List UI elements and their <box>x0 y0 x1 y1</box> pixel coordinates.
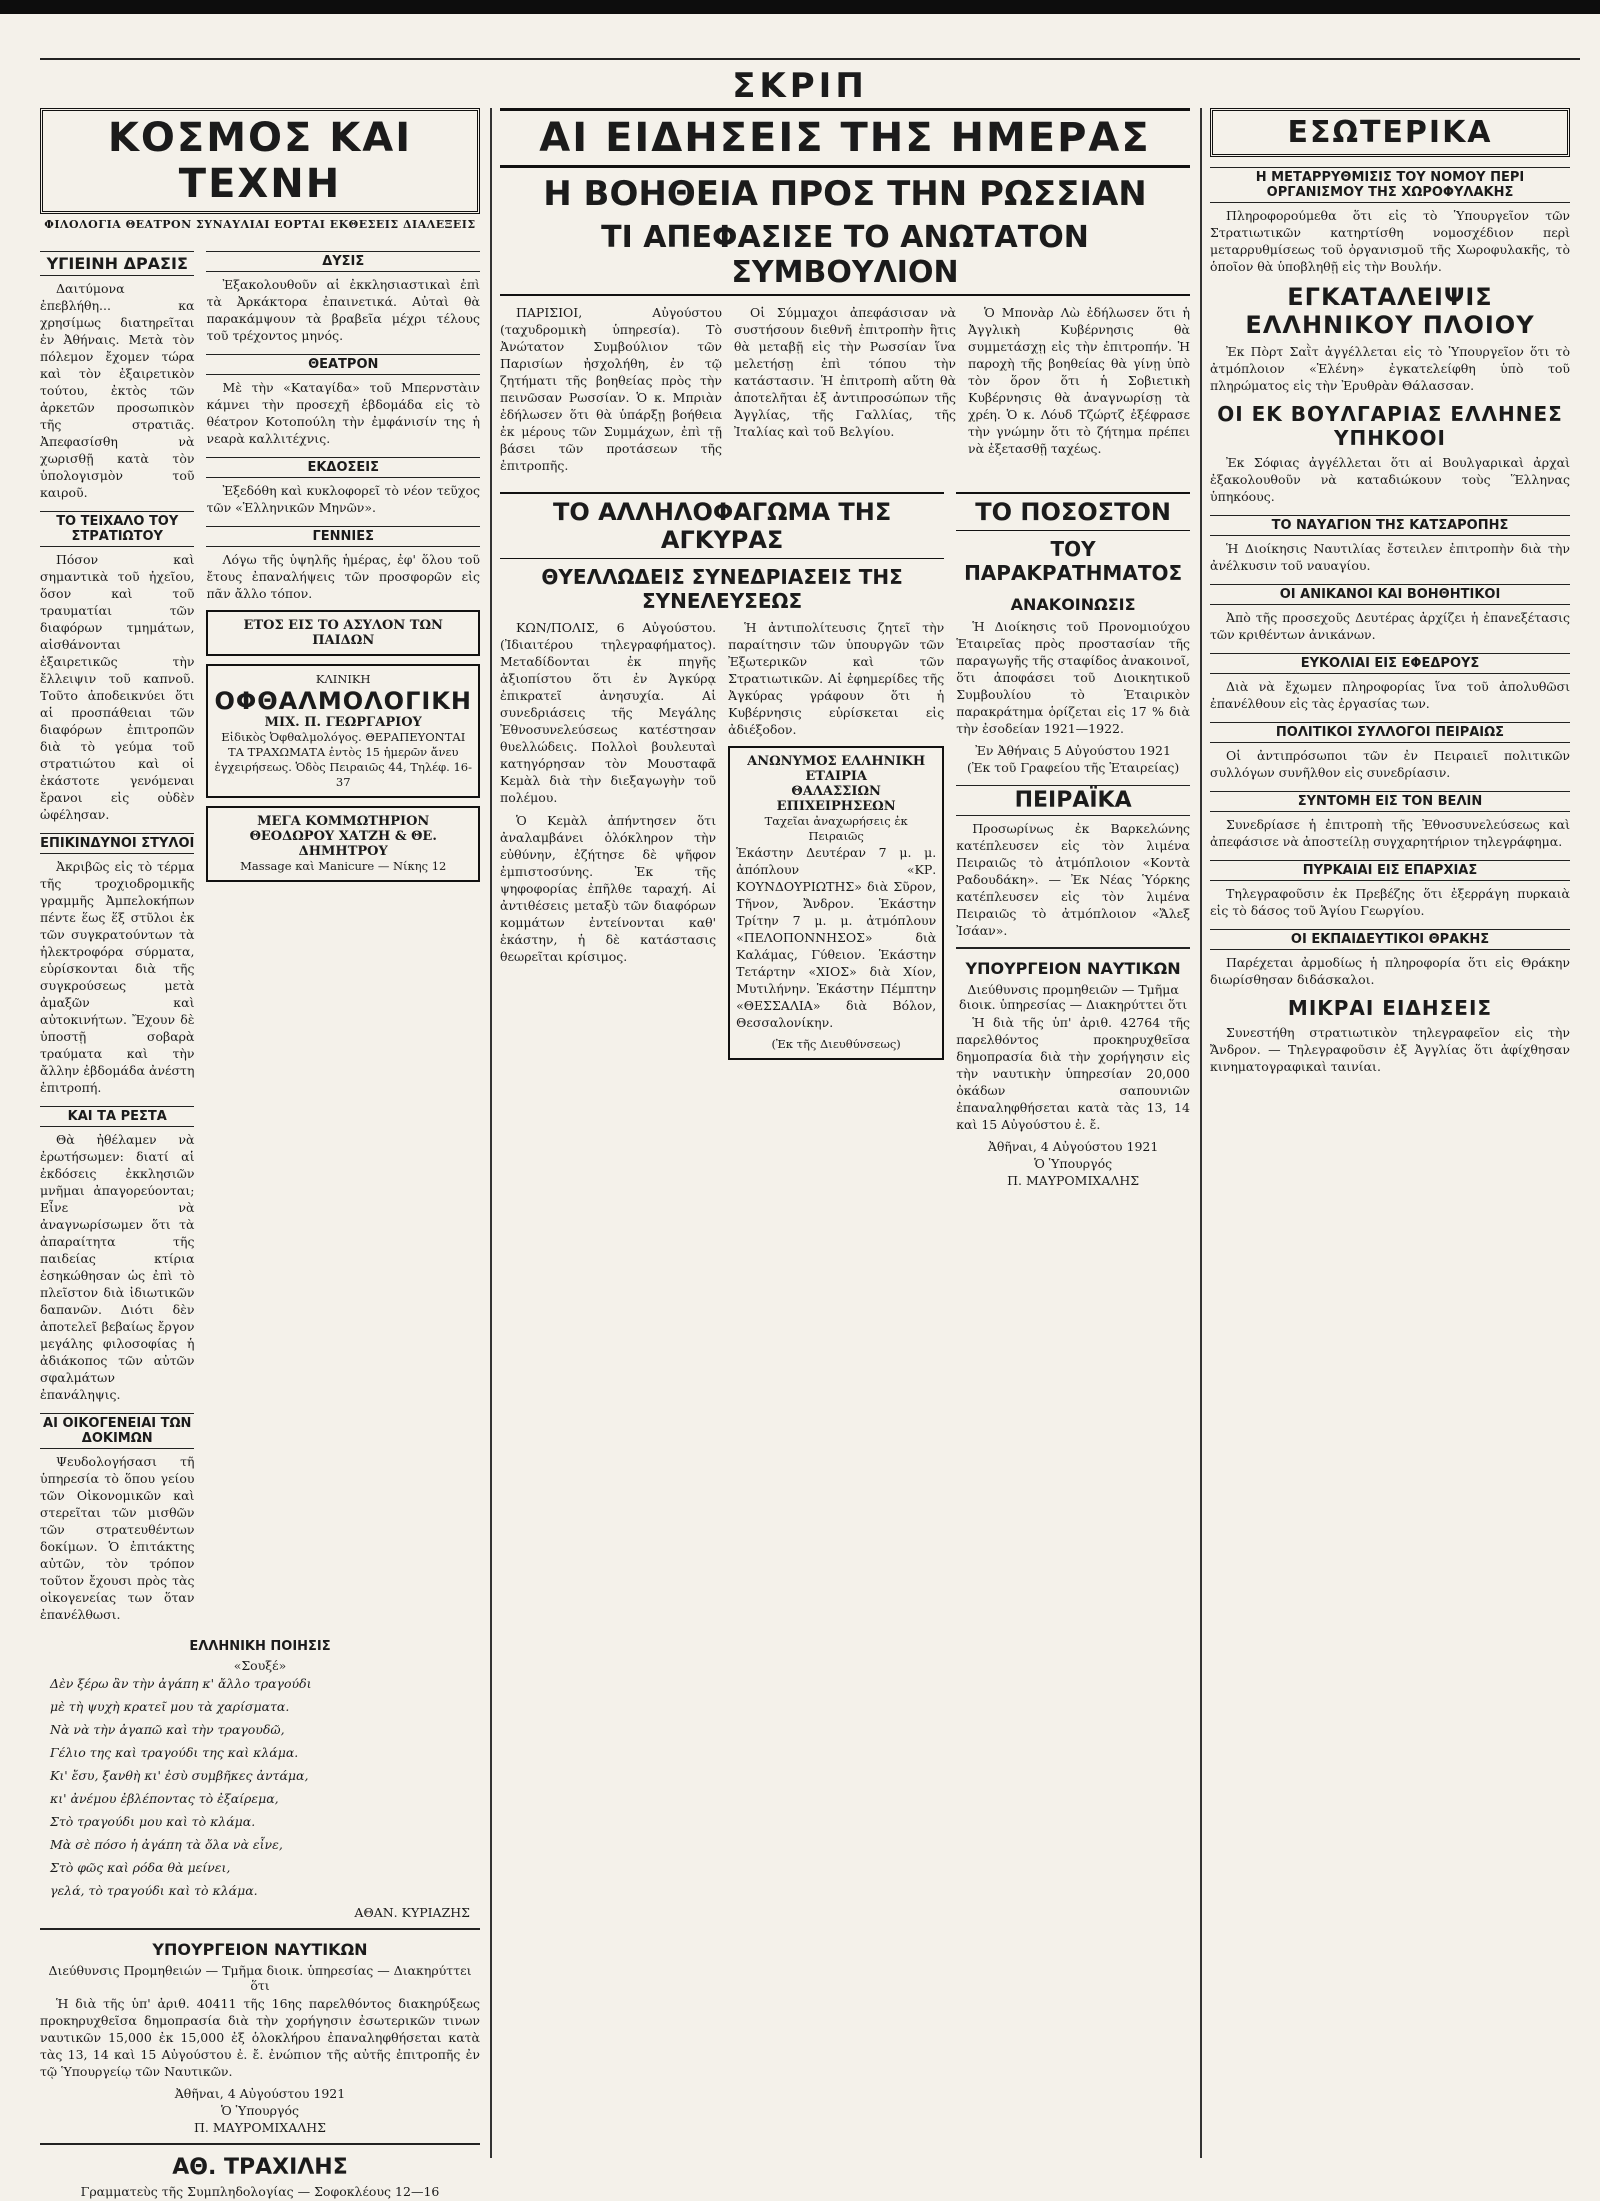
article-title: ΟΙ ΑΝΙΚΑΝΟΙ ΚΑΙ ΒΟΗΘΗΤΙΚΟΙ <box>1210 584 1570 605</box>
article-text: Ἐξεδόθη καὶ κυκλοφορεῖ τὸ νέον τεῦχος τῶν «Ἑλληνικῶν Μηνῶν». <box>206 483 480 515</box>
lead-article <box>500 304 1190 480</box>
hairdresser-names: ΘΕΟΔΩΡΟΥ ΧΑΤΖΗ & ΘΕ. ΔΗΜΗΤΡΟΥ <box>249 829 437 859</box>
ad-name: ΑΘ. ΤΡΑΧΙΛΗΣ <box>172 2155 348 2180</box>
clinic-title: ΟΦΘΑΛΜΟΛΟΓΙΚΗ <box>214 687 472 715</box>
navy-notice-text: Ἡ διὰ τῆς ὑπ' ἀριθ. 40411 τῆς 16ης παρελθόντος διακηρύξεως προκηρυχθεῖσα δημοπρασία διὰ τὴν χορήγησιν ἐσωτερικῶν τινων ναυτικῶν 15,000 ἐκ 15,000 ἐξ ὁλοκλήρου ἐπαναληφθήσεται κατὰ τὰς 13, 14 καὶ 15 Αὐγούστου ἐ. ἔ. ἐνώπιον τῆς αὐτῆς ἐπιτροπῆς ἐν τῷ Ὑπουργείῳ τῶν Ναυτικῶν. <box>40 1996 480 2079</box>
article-title: ΕΓΚΑΤΑΛΕΙΨΙΣ ΕΛΛΗΝΙΚΟΥ ΠΛΟΙΟΥ <box>1245 283 1535 339</box>
shipping-title: ΑΝΩΝΥΜΟΣ ΕΛΛΗΝΙΚΗ ΕΤΑΙΡΙΑ <box>747 754 926 784</box>
column-culture <box>40 108 480 2201</box>
article-text: Ἐξακολουθοῦν αἱ ἐκκλησιαστικαὶ ἐπὶ τὰ Ἀρκάκτορα ἐπαινετικά. Αὐταὶ θὰ παρακάμψουν τὰ βραβεῖα μέχρι τέλους τοῦ τρέχοντος μηνός. <box>206 277 480 343</box>
article-title: ΤΟ ΝΑΥΑΓΙΟΝ ΤΗΣ ΚΑΤΣΑΡΟΠΗΣ <box>1210 515 1570 536</box>
article-text: Θὰ ἠθέλαμεν νὰ ἐρωτήσωμεν: διατί αἱ ἐκδόσεις ἐκκλησιῶν μνῆμαι ἀπαγορεύονται; Εἶνε νὰ ἀναγνωρίσωμεν ὅτι τὰ ἀπαραίτητα τῆς παιδείας κτίρια ἐσηκώθησαν ὡς ἐπὶ τὸ πλεῖστον διὰ ἰδιωτικῶν δαπανῶν. Διότι δὲν ἀποτελεῖ βεβαίως ἔργον μεγάλης φιλοσοφίας ἡ ἀδιάκοπος τῶν αὐτῶν σφαλμάτων ἐπανάληψις. <box>40 1132 195 1402</box>
culture-right <box>206 241 480 1629</box>
article-title: ΠΟΛΙΤΙΚΟΙ ΣΥΛΛΟΓΟΙ ΠΕΙΡΑΙΩΣ <box>1210 722 1570 743</box>
raisin-section <box>956 486 1190 1190</box>
divider <box>956 947 1190 949</box>
article-text: ΠΑΡΙΣΙΟΙ, Αὐγούστου (ταχυδρομικὴ ὑπηρεσία). Τὸ Ἀνώτατον Συμβούλιον τῶν Παρισίων ἠσχολήθη, ἐν τῷ ζητήματι τῆς βοηθείας πρὸς τὴν πεινῶσαν Ρωσσίαν. Ὁ κ. Μπριὰν ἐδήλωσεν ὅτι θὰ ὑπάρξῃ βοήθεια ἐκ μέρους τῶν Συμμάχων, ἐπὶ τῇ βάσει τῶν προτάσεων τῆς ἐπιτροπῆς. <box>500 305 722 473</box>
lower-news <box>500 486 1190 1190</box>
article-text: Ἀκριβῶς εἰς τὸ τέρμα τῆς τροχιοδρομικῆς γραμμῆς Ἀμπελοκήπων πέντε ἕως ἕξ στῦλοι ἐκ τῶν συγκρατούντων τὰ ἠλεκτροφόρα σύρματα, εὑρίσκονται διὰ τῆς συγκρούσεως μετὰ ἀμαξῶν καὶ αὐτοκινήτων. Ἔχουν δὲ ὑποστῇ σοβαρὰ τραύματα καὶ τὴν ἄλλην ἐβδομάδα ἀνέστη ἐπιτροπή. <box>40 859 195 1095</box>
hairdresser-ad <box>206 806 480 882</box>
announcement-date: Ἐν Ἀθήναις 5 Αὐγούστου 1921 <box>975 743 1171 758</box>
angora-col <box>728 619 944 1068</box>
ad-text: Γραμματεὺς τῆς Συμπληδολογίας — Σοφοκλέους 12—16 <box>80 2184 440 2199</box>
lead-col <box>968 304 1190 480</box>
article-title: ΣΥΝΤΟΜΗ ΕΙΣ ΤΟΝ ΒΕΛΙΝ <box>1210 791 1570 812</box>
shipping-text: Ἑκάστην Δευτέραν 7 μ. μ. ἀπόπλουν «ΚΡ. ΚΟΥΝΔΟΥΡΙΩΤΗΣ» διὰ Σῦρον, Τῆνον, Ἄνδρον. Ἑκάστην Τρίτην 7 μ. μ. ἀτμόπλουν «ΠΕΛΟΠΟΝΝΗΣΟΣ» διὰ Καλάμας, Γύθειον. Ἑκάστην Τετάρτην «ΧΙΟΣ» διὰ Χίον, Μυτιλήνην. Ἑκάστην Πέμπτην «ΘΕΣΣΑΛΙΑ» διὰ Βόλον, Θεσσαλονίκην. <box>736 845 937 1030</box>
poem-line: Στὸ φῶς καὶ ρόδα θὰ μείνει, <box>50 1860 231 1875</box>
news-banner: ΑΙ ΕΙΔΗΣΕΙΣ ΤΗΣ ΗΜΕΡΑΣ <box>500 108 1190 168</box>
poem-line: Κι' ἔσυ, ξανθὴ κι' ἐσὺ συμβῆκες ἀντάμα, <box>50 1768 309 1783</box>
article-title: ΟΙ ΕΚΠΑΙΔΕΥΤΙΚΟΙ ΘΡΑΚΗΣ <box>1210 929 1570 950</box>
navy-notice-date: Ἀθῆναι, 4 Αὐγούστου 1921 <box>174 2086 346 2101</box>
lead-col <box>734 304 956 480</box>
article-title: ΚΑΙ ΤΑ ΡΕΣΤΑ <box>40 1106 194 1127</box>
headline-sub: ΤΙ ΑΠΕΦΑΣΙΣΕ ΤΟ ΑΝΩΤΑΤΟΝ ΣΥΜΒΟΥΛΙΟΝ <box>500 220 1190 296</box>
clinic-ad <box>206 664 480 798</box>
article-text: Πληροφορούμεθα ὅτι εἰς τὸ Ὑπουργεῖον τῶν Στρατιωτικῶν κατηρτίσθη νομοσχέδιον περὶ μεταρρυθμίσεως τοῦ ὀργανισμοῦ τῆς Χωροφυλακῆς, τὸ ὁποῖον θὰ ὑποβληθῇ εἰς τὴν Βουλήν. <box>1210 208 1570 274</box>
announcement-text: Ἡ Διοίκησις τοῦ Προνομιούχου Ἑταιρεῖας πρὸς προστασίαν τῆς παραγωγῆς τῆς σταφίδος ἀνακοινοῖ, ὅτι ἀποφάσει τοῦ Διοικητικοῦ Συμβουλίου τὸ Ἑταιρικὸν παρακράτημα ὁρίζεται εἰς 17 % διὰ τὴν ἐσοδείαν 1921—1922. <box>956 619 1190 736</box>
section-subtitle-culture: ΦΙΛΟΛΟΓΙΑ ΘΕΑΤΡΟΝ ΣΥΝΑΥΛΙΑΙ ΕΟΡΤΑΙ ΕΚΘΕΣΕΙΣ ΔΙΑΛΕΞΕΙΣ <box>44 218 476 231</box>
announcement-source: (Ἐκ τοῦ Γραφείου τῆς Ἑταιρείας) <box>966 760 1180 775</box>
article-title: ΕΠΙΚΙΝΔΥΝΟΙ ΣΤΥΛΟΙ <box>40 833 194 854</box>
announcement-title: ΑΝΑΚΟΙΝΩΣΙΣ <box>1010 595 1136 614</box>
hairdresser-title: ΜΕΓΑ ΚΟΜΜΩΤΗΡΙΟΝ <box>257 814 430 829</box>
poem-line: Στὸ τραγούδι μου καὶ τὸ κλάμα. <box>50 1814 256 1829</box>
navy-notice-subtitle: Διεύθυνσις προμηθειῶν — Τμῆμα διοικ. ὑπηρεσίας — Διακηρύττει ὅτι <box>958 982 1188 1012</box>
masthead: ΣΚΡΙΠ <box>732 66 868 106</box>
article-title: ΤΟ ΤΕΙΧΑΛΟ ΤΟΥ ΣΤΡΑΤΙΩΤΟΥ <box>40 511 194 547</box>
navy-notice-date: Ἀθῆναι, 4 Αὐγούστου 1921 <box>987 1139 1159 1154</box>
poem-line: Μὰ σὲ πόσο ἡ ἀγάπη τὰ ὄλα νὰ εἶνε, <box>50 1837 283 1852</box>
article-title: ΑΙ ΟΙΚΟΓΕΝΕΙΑΙ ΤΩΝ ΔΟΚΙΜΩΝ <box>40 1413 194 1449</box>
lead-col <box>500 304 722 480</box>
article-title: ΓΕΝΝΙΕΣ <box>206 526 480 547</box>
article-text: Δαιτύμονα ἐπεβλήθη... κα χρησίμως διατηρεῖται ἐν Ἀθήναις. Μετὰ τὸν πόλεμον ἔχομεν τώρα καὶ τὸν ἐξαιρετικὸν τούτου, ἐκτὸς τῶν ἀρκετῶν προσωπικὸν τῆς στρατιᾶς. Ἀπεφασίσθη νὰ χωρισθῇ κατὰ τὸν ὑπολογισμὸν τοῦ καιροῦ. <box>40 281 195 500</box>
navy-notice-name: Π. ΜΑΥΡΟΜΙΧΑΛΗΣ <box>1007 1173 1140 1188</box>
raisin-subtitle: ΤΟΥ ΠΑΡΑΚΡΑΤΗΜΑΤΟΣ <box>964 537 1183 585</box>
article-title: ΠΥΡΚΑΙΑΙ ΕΙΣ ΕΠΑΡΧΙΑΣ <box>1210 860 1570 881</box>
poem-line: Δὲν ξέρω ἂν τὴν ἀγάπη κ' ἄλλο τραγούδι <box>50 1676 312 1691</box>
poem-title: «Σουξέ» <box>233 1658 287 1673</box>
article-text: Μὲ τὴν «Καταγίδα» τοῦ Μπερνστὰιν κάμνει τὴν προσεχῆ ἑβδομάδα εἰς τὸ θέατρον Κοτοπούλη τὴν ἐμφάνισίν της ἡ νεαρὰ καλλιτέχνις. <box>206 380 480 446</box>
article-title: ΕΚΔΟΣΕΙΣ <box>206 457 480 478</box>
poem <box>40 1675 480 1899</box>
navy-notice-text: Ἡ διὰ τῆς ὑπ' ἀριθ. 42764 τῆς παρελθόντος προκηρυχθεῖσα δημοπρασία διὰ τὴν χορήγησιν εἰς τὴν ναυτικὴν ὑπηρεσίαν 20,000 ὀκάδων σαπουνιῶν ἐπαναληφθήσεται κατὰ τὰς 13, 14 καὶ 15 Αὐγούστου ἐ. ἔ. <box>956 1015 1190 1132</box>
article-text: Παρέχεται ἀρμοδίως ἡ πληροφορία ὅτι εἰς Θράκην διωρίσθησαν διδάσκαλοι. <box>1210 955 1570 987</box>
article-text: Ἐκ Πὸρτ Σαῒτ ἀγγέλλεται εἰς τὸ Ὑπουργεῖον ὅτι τὸ ἀτμόπλοιον «Ἑλένη» ἐγκατελείφθη ὑπὸ τοῦ πληρώματος εἰς τὴν Ἐρυθρὰν Θάλασσαν. <box>1210 344 1570 393</box>
culture-left <box>40 241 194 1629</box>
navy-notice-name: Π. ΜΑΥΡΟΜΙΧΑΛΗΣ <box>193 2120 326 2135</box>
article-text: Ψευδολογήσασι τῆ ὑπηρεσία τὸ ὅπου γείου τῶν Οἰκονομικῶν καὶ στερεῖται τῶν μισθῶν τῶν στρατευθέντων δοκίμων. Ὁ ἐπιτάκτης αὐτῶν, τὸν τρόπον τοῦτον ἔχουσι πρὸς τὰς οἰκογενείας των ὅταν ἐπανέλθωσι. <box>40 1454 195 1622</box>
navy-notice-subtitle: Διεύθυνσις Προμηθειών — Τμῆμα διοικ. ὑπηρεσίας — Διακηρύττει ὅτι <box>48 1963 472 1993</box>
article-title: ΥΓΙΕΙΝΗ ΔΡΑΣΙΣ <box>40 251 194 276</box>
headline-main: Η ΒΟΗΘΕΙΑ ΠΡΟΣ ΤΗΝ ΡΩΣΣΙΑΝ <box>543 174 1147 214</box>
shipping-source: (Ἐκ τῆς Διευθύνσεως) <box>771 1037 901 1051</box>
poem-author: ΑΘΑΝ. ΚΥΡΙΑΖΗΣ <box>354 1905 470 1920</box>
shipping-subtitle2: Ταχεῖαι ἀναχωρήσεις ἐκ Πειραιῶς <box>764 814 908 843</box>
article-title: ΜΙΚΡΑΙ ΕΙΔΗΣΕΙΣ <box>1287 996 1493 1020</box>
column-rule-1 <box>490 108 492 2158</box>
article-text: Ἡ Διοίκησις Ναυτιλίας ἔστειλεν ἐπιτροπὴν διὰ τὴν ἀνέλκυσιν τοῦ ναυαγίου. <box>1210 541 1570 573</box>
poem-section-title: ΕΛΛΗΝΙΚΗ ΠΟΙΗΣΙΣ <box>189 1639 331 1654</box>
article-title: ΔΥΣΙΣ <box>206 251 480 272</box>
shipping-subtitle: ΘΑΛΑΣΣΙΩΝ ΕΠΙΧΕΙΡΗΣΕΩΝ <box>776 784 896 814</box>
top-black-band <box>0 0 1600 14</box>
article-text: Διὰ νὰ ἔχωμεν πληροφορίας ἵνα τοῦ ἀπολυθῶσι ἐπανέλθουν εἰς τὰς ἐργασίας των. <box>1210 679 1570 711</box>
masthead-rule <box>40 58 1580 60</box>
navy-notice-role: Ὁ Ὑπουργός <box>1034 1156 1113 1171</box>
orphanage-notice <box>206 610 480 656</box>
clinic-kind: ΚΛΙΝΙΚΗ <box>315 672 371 686</box>
article-text: Ἀπὸ τῆς προσεχοῦς Δευτέρας ἀρχίζει ἡ ἐπανεξέτασις τῶν κριθέντων ἀνικάνων. <box>1210 610 1570 642</box>
column-news <box>500 108 1190 1190</box>
article-text: ΚΩΝ/ΠΟΛΙΣ, 6 Αὐγούστου. (Ἰδιαιτέρου τηλεγραφήματος). Μεταδίδονται ἐκ πηγῆς ἀξιοπίστου ὅτι ἐν Ἀγκύρᾳ ἐπικρατεῖ ἀνησυχία. Αἱ συνεδριάσεις τῆς Μεγάλης Ἐθνοσυνελεύσεως κατέστησαν θυελλώδεις. Πολλοὶ βουλευταὶ κατηγόρησαν τὸν Μουσταφᾶ Κεμὰλ διὰ τὴν διεξαγωγὴν τοῦ πολέμου. <box>500 620 717 805</box>
column-rule-2 <box>1200 108 1202 2158</box>
article-text: Ἡ ἀντιπολίτευσις ζητεῖ τὴν παραίτησιν τῶν ὑπουργῶν τῶν Ἐξωτερικῶν καὶ τῶν Στρατιωτικῶν. Αἱ ἐφημερίδες τῆς Ἀγκύρας γράφουν ὅτι ἡ Κυβέρνησις εὑρίσκεται εἰς ἀδιέξοδον. <box>728 620 945 737</box>
article-text: Ὁ Κεμὰλ ἀπήντησεν ὅτι ἀναλαμβάνει ὁλόκληρον τὴν εὐθύνην, ἐζήτησε δὲ ψῆφον ἐμπιστοσύνης. Ἐκ τῆς ψηφοφορίας ἐπῆλθε ταραχή. Αἱ ἀντιθέσεις μεταξὺ τῶν διαφόρων κομμάτων ἐντείνονται καθ' ἑκάστην, ἡ δὲ κατάστασις θεωρεῖται κρίσιμος. <box>500 813 717 964</box>
piraeus-text: Προσωρίνως ἐκ Βαρκελώνης κατέπλευσεν εἰς τὸν λιμένα Πειραιῶς τὸ ἀτμόπλοιον «Κοντὰ Ραδουδάκη». — Ἐκ Νέας Ὑόρκης κατέπλευσεν εἰς τὸν λιμένα Πειραιῶς τὸ ἀτμόπλοιον «Ἄλεξ Ἰσάαν». <box>956 821 1190 938</box>
raisin-title: ΤΟ ΠΟΣΟΣΤΟΝ <box>956 492 1190 531</box>
divider <box>40 1928 480 1930</box>
article-text: Ὁ Μπονὰρ Λὼ ἐδήλωσεν ὅτι ἡ Ἀγγλικὴ Κυβέρνησις θὰ συμμετάσχῃ εἰς τὴν ἐπιτροπήν. Ἡ παροχὴ τῆς βοηθείας θὰ γίνῃ ὑπὸ τὸν ὅρον ὅτι ἡ Σοβιετικὴ Κυβέρνησις θὰ ἀναγνωρίσῃ τὰ χρέη. Ὁ κ. Λόυδ Τζώρτζ ἐξέφρασε τὴν γνώμην ὅτι τὸ ζήτημα πρέπει νὰ ἐξετασθῇ ταχέως. <box>968 305 1190 456</box>
poem-line: κι' ἀνέμου ἐβλέποντας τὸ ἐξαίρεμα, <box>50 1791 279 1806</box>
poem-line: μὲ τὴ ψυχὴ κρατεῖ μου τὰ χαρίσματα. <box>50 1699 290 1714</box>
poem-line: Γέλιο της καὶ τραγούδι της καὶ κλάμα. <box>50 1745 299 1760</box>
article-text: Ἐκ Σόφιας ἀγγέλλεται ὅτι αἱ Βουλγαρικαὶ ἀρχαὶ ἐξακολουθοῦν νὰ καταδιώκουν τοὺς Ἕλληνας ὑπηκόους. <box>1210 455 1570 504</box>
culture-body <box>40 241 480 1629</box>
article-text: Οἱ Σύμμαχοι ἀπεφάσισαν νὰ συστήσουν διεθνῆ ἐπιτροπὴν ἣτις θὰ μεταβῇ εἰς τὴν Ρωσσίαν ἵνα μελετήσῃ ἐπὶ τόπου τὴν κατάστασιν. Ἡ ἐπιτροπὴ αὕτη θὰ ἀποτελῆται ἐξ ἀντιπροσώπων τῆς Ἀγγλίας, τῆς Γαλλίας, τῆς Ἰταλίας καὶ τοῦ Βελγίου. <box>734 305 956 439</box>
article-title: ΕΥΚΟΛΙΑΙ ΕΙΣ ΕΦΕΔΡΟΥΣ <box>1210 653 1570 674</box>
angora-subtitle: ΘΥΕΛΛΩΔΕΙΣ ΣΥΝΕΔΡΙΑΣΕΙΣ ΤΗΣ ΣΥΝΕΛΕΥΣΕΩΣ <box>541 565 903 613</box>
section-title-culture: ΚΟΣΜΟΣ ΚΑΙ ΤΕΧΝΗ <box>40 108 480 214</box>
article-text: Πόσον καὶ σημαντικὰ τοῦ ἠχεῖου, ὅσον καὶ τοῦ τραυματίαι τῶν διαφόρων τμημάτων, αἰσθάνονται ἐξαιρετικῶς τὴν ἔλλειψιν τοῦ καπνοῦ. Τοῦτο ἀποδεικνύει ὅτι αἱ προσπάθειαι τῶν διαφόρων ἐπιτροπῶν διὰ τὸ γεύμα τοῦ στρατιώτου καὶ οἱ ἐκάστοτε γενόμεναι ἔρανοι εἰς οὐδὲν ὠφέλησαν. <box>40 552 195 822</box>
navy-notice-title: ΥΠΟΥΡΓΕΙΟΝ ΝΑΥΤΙΚΩΝ <box>965 959 1181 978</box>
poem-line: Νὰ νὰ τὴν ἀγαπῶ καὶ τὴν τραγουδῶ, <box>50 1722 285 1737</box>
clinic-text: Εἰδικὸς Ὀφθαλμολόγος. ΘΕΡΑΠΕΥΟΝΤΑΙ ΤΑ ΤΡΑΧΩΜΑΤΑ ἐντὸς 15 ἡμερῶν ἄνευ ἐγχειρήσεως. Ὁδὸς Πειραιῶς 44, Τηλέφ. 16-37 <box>214 730 473 789</box>
poem-line: γελά, τὸ τραγούδι καὶ τὸ κλάμα. <box>50 1883 258 1898</box>
clinic-doctor: ΜΙΧ. Π. ΓΕΩΡΓΑΡΙΟΥ <box>264 715 422 730</box>
article-title: ΘΕΑΤΡΟΝ <box>206 354 480 375</box>
piraeus-title: ΠΕΙΡΑΪΚΑ <box>956 785 1190 816</box>
navy-notice-title: ΥΠΟΥΡΓΕΙΟΝ ΝΑΥΤΙΚΩΝ <box>152 1940 368 1959</box>
article-text: Συνεστήθη στρατιωτικὸν τηλεγραφεῖον εἰς τὴν Ἄνδρον. — Τηλεγραφοῦσιν ἐξ Ἀγγλίας ὅτι ἀφίχθησαν κινηματογραφικαὶ ταινίαι. <box>1210 1025 1570 1074</box>
navy-notice-role: Ὁ Ὑπουργός <box>220 2103 300 2118</box>
column-domestic <box>1210 108 1570 1081</box>
angora-col <box>500 619 716 1068</box>
orphanage-title: ΕΤΟΣ ΕΙΣ ΤΟ ΑΣΥΛΟΝ ΤΩΝ ΠΑΙΔΩΝ <box>243 618 443 648</box>
article-text: Συνεδρίασε ἡ ἐπιτροπὴ τῆς Ἐθνοσυνελεύσεως καὶ ἀπεφάσισε νὰ ἀποστείλῃ συγχαρητήριον τηλεγράφημα. <box>1210 817 1570 849</box>
section-title-domestic: ΕΣΩΤΕΡΙΚΑ <box>1210 108 1570 157</box>
article-title: Η ΜΕΤΑΡΡΥΘΜΙΣΙΣ ΤΟΥ ΝΟΜΟΥ ΠΕΡΙ ΟΡΓΑΝΙΣΜΟΥ ΤΗΣ ΧΩΡΟΦΥΛΑΚΗΣ <box>1210 167 1570 203</box>
article-text: Λόγω τῆς ὑψηλῆς ἡμέρας, ἐφ' ὅλου τοῦ ἔτους ἐπαναλήψεις τῶν προσφορῶν εἰς πᾶν ἄλλο τόπον. <box>206 552 480 601</box>
shipping-ad <box>728 746 944 1060</box>
angora-body <box>500 619 944 1068</box>
article-title: ΟΙ ΕΚ ΒΟΥΛΓΑΡΙΑΣ ΕΛΛΗΝΕΣ ΥΠΗΚΟΟΙ <box>1217 402 1563 450</box>
angora-title: ΤΟ ΑΛΛΗΛΟΦΑΓΩΜΑ ΤΗΣ ΑΓΚΥΡΑΣ <box>500 492 944 559</box>
divider <box>40 2143 480 2145</box>
hairdresser-text: Massage καὶ Manicure — Νίκης 12 <box>240 859 447 873</box>
angora-section <box>500 486 944 1190</box>
article-text: Τηλεγραφοῦσιν ἐκ Πρεβέζης ὅτι ἐξερράγη πυρκαιὰ εἰς τὸ δάσος τοῦ Ἁγίου Γεωργίου. <box>1210 886 1570 918</box>
article-text: Οἱ ἀντιπρόσωποι τῶν ἐν Πειραιεῖ πολιτικῶν συλλόγων συνῆλθον εἰς συνεδρίασιν. <box>1210 748 1570 780</box>
